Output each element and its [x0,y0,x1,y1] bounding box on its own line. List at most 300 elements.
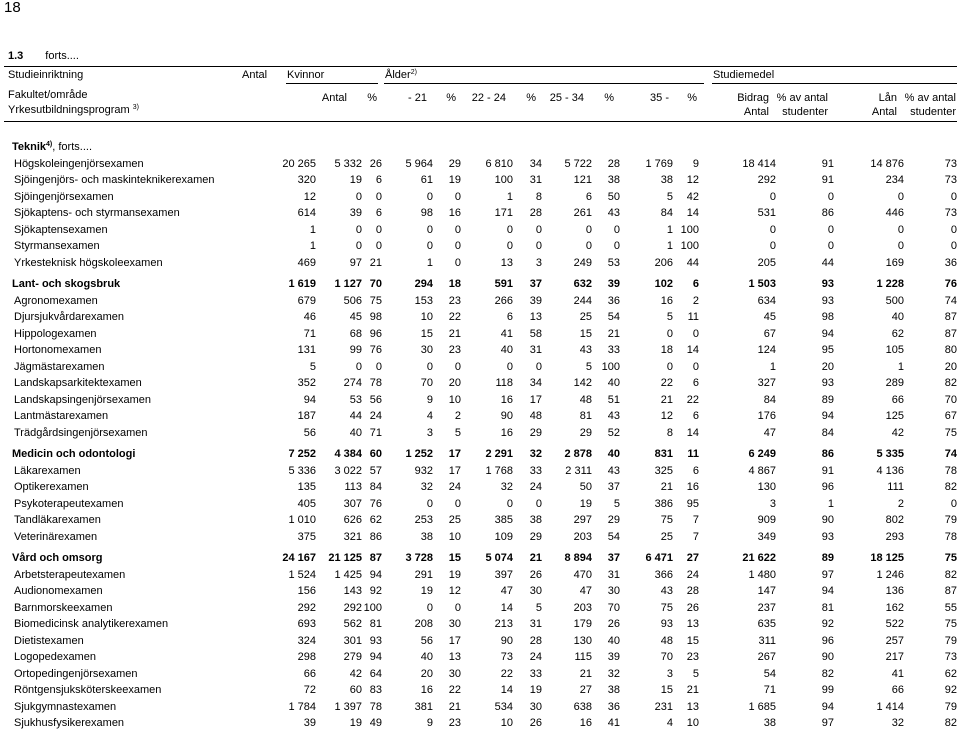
cell-value: 15 [420,327,433,340]
program-name: Sjökaptens- och styrmansexamen [14,207,180,219]
cell-value: 130 [573,634,592,647]
cell-value: 2 [454,410,461,422]
group-row [4,545,957,567]
cell-value: 29 [448,157,461,170]
cell-value: 78 [369,700,382,713]
cell-value: 5 [585,360,592,373]
cell-value: 111 [887,481,904,493]
cell-value: 20 [420,667,433,680]
cell-value: 0 [585,223,592,236]
cell-value: 0 [950,240,957,252]
cell-value: 23 [448,717,461,729]
cell-value: 38 [420,530,433,543]
cell-value: 125 [885,410,904,422]
cell-value: 70 [660,651,673,663]
cell-value: 19 [448,568,461,581]
cell-value: 22 [686,393,699,406]
cell-value: 1 619 [288,278,316,290]
cell-value: 1 [309,240,316,252]
cell-value: 32 [607,667,620,680]
page-number: 18 [4,0,21,16]
cell-value: 10 [500,717,513,729]
header-alder-label: Ålder [385,69,411,81]
cell-value: 97 [349,256,362,269]
cell-value: 0 [355,360,362,373]
cell-value: 75 [944,552,957,564]
header-age-22-24-pct: % [526,92,536,104]
cell-value: 6 [506,311,513,323]
cell-value: 0 [375,240,382,252]
cell-value: 19 [529,684,542,696]
program-name: Hortonomexamen [14,344,102,356]
cell-value: 1 414 [876,700,904,713]
cell-value: 381 [414,700,433,713]
cell-value: 25 [448,514,461,526]
cell-value: 55 [944,601,957,614]
cell-value: 0 [827,240,834,252]
cell-value: 22 [448,311,461,323]
data-table [4,139,957,732]
cell-value: 92 [369,585,382,597]
cell-value: 17 [529,393,542,406]
cell-value: 1 480 [748,568,776,581]
cell-value: 32 [420,481,433,493]
cell-value: 29 [579,426,592,439]
cell-value: 11 [687,311,699,323]
program-name: Styrmansexamen [14,240,100,252]
cell-value: 23 [686,651,699,663]
cell-value: 153 [414,294,433,307]
cell-value: 289 [885,377,904,389]
cell-value: 257 [885,634,904,647]
cell-value: 62 [369,514,382,526]
cell-value: 0 [950,190,957,203]
cell-value: 12 [660,410,673,422]
cell-value: 0 [454,223,461,236]
cell-value: 45 [349,311,362,323]
cell-value: 1 [309,223,316,236]
cell-value: 12 [448,585,461,597]
cell-value: 91 [821,157,834,170]
cell-value: 87 [369,552,382,564]
cell-value: 1 010 [288,514,316,526]
cell-value: 38 [607,174,620,186]
cell-value: 28 [607,157,620,170]
cell-value: 0 [769,240,776,252]
cell-value: 266 [494,294,513,307]
program-name: Agronomexamen [14,294,98,307]
cell-value: 98 [821,311,834,323]
cell-value: 37 [607,552,620,564]
cell-value: 1 425 [334,568,362,581]
cell-value: 39 [607,651,620,663]
table-row [4,255,957,272]
table-row [4,156,957,173]
table-row [4,392,957,409]
cell-value: 311 [758,634,776,647]
cell-value: 26 [686,601,699,614]
cell-value: 634 [757,294,776,307]
cell-value: 87 [944,585,957,597]
cell-value: 1 [666,223,673,236]
table-row [4,342,957,359]
cell-value: 16 [500,393,513,406]
cell-value: 62 [944,667,957,680]
cell-value: 73 [944,157,957,170]
program-name: Trädgårdsingenjörsexamen [14,426,148,439]
table-row [4,205,957,222]
cell-value: 0 [426,601,433,614]
cell-value: 632 [573,278,592,290]
cell-value: 0 [426,240,433,252]
cell-value: 41 [607,717,620,729]
cell-value: 19 [448,174,461,186]
header-bidrag-pct: % av antal [776,92,828,104]
program-name: Audionomexamen [14,585,103,597]
cell-value: 53 [607,256,620,269]
group-row [4,271,957,293]
cell-value: 7 252 [288,448,316,460]
cell-value: 375 [297,530,316,543]
cell-value: 469 [297,256,316,269]
cell-value: 100 [601,360,620,373]
cell-value: 74 [944,294,957,307]
table-row [4,293,957,310]
cell-value: 61 [420,174,433,186]
cell-value: 20 [821,360,834,373]
cell-value: 292 [757,174,776,186]
cell-value: 50 [579,481,592,493]
cell-value: 234 [885,174,904,186]
cell-value: 93 [369,634,382,647]
cell-value: 115 [574,651,592,663]
cell-value: 28 [686,585,699,597]
cell-value: 635 [757,618,776,630]
cell-value: 97 [821,568,834,581]
cell-value: 45 [763,311,776,323]
table-row [4,583,957,600]
cell-value: 48 [579,393,592,406]
cell-value: 205 [757,256,776,269]
cell-value: 70 [944,393,957,406]
cell-value: 292 [297,601,316,614]
cell-value: 0 [454,240,461,252]
program-name: Röntgensjuksköterskeexamen [14,684,162,696]
cell-value: 30 [448,618,461,630]
cell-value: 124 [757,344,776,356]
cell-value: 15 [660,684,673,696]
header-studiemedel: Studiemedel [713,69,775,81]
cell-value: 135 [297,481,316,493]
cell-value: 0 [535,360,542,373]
table-row [4,359,957,376]
cell-value: 60 [369,448,382,460]
table-row [4,616,957,633]
cell-value: 22 [500,667,513,680]
cell-value: 91 [821,464,834,477]
cell-value: 6 [692,464,699,477]
cell-value: 1 [666,240,673,252]
cell-value: 44 [349,410,362,422]
cell-value: 56 [420,634,433,647]
cell-value: 28 [529,634,542,647]
cell-value: 5 336 [288,464,316,477]
header-age-22-24: 22 - 24 [471,92,506,104]
cell-value: 136 [885,585,904,597]
group-name: Medicin och odontologi [12,448,136,460]
cell-value: 0 [613,240,620,252]
cell-value: 39 [529,294,542,307]
cell-value: 11 [687,448,699,460]
header-age-21-pct: % [446,92,456,104]
cell-value: 82 [944,377,957,389]
cell-value: 93 [821,377,834,389]
cell-value: 24 [529,651,542,663]
cell-value: 385 [494,514,513,526]
cell-value: 3 [666,667,673,680]
cell-value: 0 [375,360,382,373]
cell-value: 33 [529,464,542,477]
cell-value: 562 [343,618,362,630]
cell-value: 130 [757,481,776,493]
cell-value: 31 [529,174,542,186]
cell-value: 31 [529,344,542,356]
cell-value: 87 [944,311,957,323]
section-continued: forts.... [45,50,79,62]
cell-value: 267 [757,651,776,663]
cell-value: 70 [420,377,433,389]
cell-value: 68 [349,327,362,340]
cell-value: 100 [680,223,699,236]
program-name: Logopedexamen [14,651,96,663]
cell-value: 0 [355,190,362,203]
header-yrkesutbildning-label: Yrkesutbildningsprogram [8,104,130,116]
cell-value: 4 384 [334,448,362,460]
cell-value: 73 [944,174,957,186]
cell-value: 39 [349,207,362,219]
cell-value: 33 [607,344,620,356]
cell-value: 131 [297,344,316,356]
cell-value: 94 [821,410,834,422]
cell-value: 92 [821,618,834,630]
cell-value: 446 [885,207,904,219]
cell-value: 1 246 [876,568,904,581]
cell-value: 54 [607,311,620,323]
cell-value: 14 [500,684,513,696]
header-fakultet: Fakultet/område [8,89,88,101]
cell-value: 96 [821,634,834,647]
cell-value: 82 [944,481,957,493]
group-row [4,139,957,156]
header-top-rule [4,66,957,67]
cell-value: 32 [500,481,513,493]
cell-value: 298 [297,651,316,663]
cell-value: 48 [529,410,542,422]
cell-value: 79 [944,700,957,713]
cell-value: 24 [686,568,699,581]
cell-value: 1 685 [748,700,776,713]
cell-value: 24 [529,481,542,493]
cell-value: 2 [692,294,699,307]
cell-value: 84 [821,426,834,439]
table-row [4,666,957,683]
cell-value: 98 [420,207,433,219]
cell-value: 80 [944,344,957,356]
cell-value: 79 [944,514,957,526]
cell-value: 30 [420,344,433,356]
cell-value: 1 228 [876,278,904,290]
cell-value: 3 [535,256,542,269]
cell-value: 90 [500,634,513,647]
cell-value: 500 [885,294,904,307]
table-row [4,375,957,392]
table-row [4,238,957,255]
cell-value: 52 [607,426,620,439]
cell-value: 25 [579,311,592,323]
cell-value: 56 [303,426,316,439]
table-row [4,715,957,732]
cell-value: 5 [666,311,673,323]
studiemedel-underline [712,83,957,84]
cell-value: 1 524 [288,568,316,581]
cell-value: 84 [369,481,382,493]
cell-value: 187 [297,410,316,422]
cell-value: 0 [950,497,957,510]
cell-value: 39 [607,278,620,290]
cell-value: 90 [821,514,834,526]
cell-value: 22 [660,377,673,389]
cell-value: 38 [660,174,673,186]
cell-value: 76 [944,278,957,290]
cell-value: 9 [692,157,699,170]
cell-value: 10 [686,717,699,729]
cell-value: 71 [303,327,316,340]
cell-value: 3 [426,426,433,439]
cell-value: 40 [420,651,433,663]
cell-value: 38 [529,514,542,526]
cell-value: 2 878 [564,448,592,460]
cell-value: 8 [666,426,673,439]
cell-value: 37 [607,481,620,493]
cell-value: 47 [763,426,776,439]
cell-value: 121 [573,174,592,186]
section-number: 1.3 [8,50,24,62]
cell-value: 93 [821,278,834,290]
header-bidrag-antal: Antal [743,106,769,118]
cell-value: 44 [821,256,834,269]
cell-value: 49 [369,717,382,729]
cell-value: 5 [692,667,699,680]
cell-value: 94 [369,568,382,581]
table-row [4,567,957,584]
table-row [4,479,957,496]
cell-value: 0 [375,223,382,236]
cell-value: 213 [494,618,513,630]
cell-value: 5 [454,426,461,439]
cell-value: 93 [660,618,673,630]
cell-value: 0 [692,327,699,340]
cell-value: 274 [343,377,362,389]
cell-value: 292 [343,601,362,614]
cell-value: 17 [448,448,461,460]
cell-value: 75 [944,426,957,439]
cell-value: 534 [494,700,513,713]
cell-value: 73 [500,651,513,663]
cell-value: 203 [573,530,592,543]
cell-value: 13 [686,700,699,713]
cell-value: 261 [573,207,592,219]
cell-value: 48 [660,634,673,647]
cell-value: 118 [495,377,513,389]
cell-value: 14 876 [870,157,904,170]
cell-value: 72 [303,684,316,696]
header-kvinnor-pct: % [367,92,377,104]
cell-value: 95 [686,497,699,510]
cell-value: 802 [885,514,904,526]
cell-value: 58 [529,327,542,340]
cell-value: 44 [686,256,699,269]
group-label: Teknik [12,141,47,153]
cell-value: 86 [369,530,382,543]
header-age-25-34: 25 - 34 [549,92,584,104]
cell-value: 75 [369,294,382,307]
cell-value: 95 [821,344,834,356]
cell-value: 591 [494,278,513,290]
cell-value: 43 [607,207,620,219]
cell-value: 0 [355,223,362,236]
cell-value: 21 622 [742,552,776,564]
cell-value: 6 810 [485,157,513,170]
cell-value: 253 [414,514,433,526]
header-antal: Antal [242,69,268,81]
cell-value: 90 [500,410,513,422]
cell-value: 10 [448,530,461,543]
table-row [4,189,957,206]
cell-value: 40 [607,448,620,460]
cell-value: 16 [579,717,592,729]
program-name: Läkarexamen [14,464,81,477]
cell-value: 179 [573,618,592,630]
cell-value: 9 [426,393,433,406]
cell-value: 20 [448,377,461,389]
cell-value: 693 [297,618,316,630]
cell-value: 100 [494,174,513,186]
cell-value: 6 [692,278,699,290]
cell-value: 43 [607,410,620,422]
cell-value: 60 [349,684,362,696]
cell-value: 21 [579,667,592,680]
cell-value: 7 [692,514,699,526]
cell-value: 1 252 [405,448,433,460]
cell-value: 12 [686,174,699,186]
cell-value: 79 [944,634,957,647]
cell-value: 22 [448,684,461,696]
cell-value: 24 [369,410,382,422]
program-name: Sjöingenjörs- och maskinteknikerexamen [14,174,215,186]
header-bidrag-studenter: studenter [782,106,828,118]
cell-value: 37 [529,278,542,290]
cell-value: 92 [944,684,957,696]
cell-value: 397 [494,568,513,581]
cell-value: 50 [607,190,620,203]
cell-value: 66 [891,393,904,406]
cell-value: 0 [426,360,433,373]
header-age-25-34-pct: % [604,92,614,104]
cell-value: 3 728 [405,552,433,564]
cell-value: 94 [369,651,382,663]
cell-value: 33 [529,667,542,680]
cell-value: 26 [607,618,620,630]
